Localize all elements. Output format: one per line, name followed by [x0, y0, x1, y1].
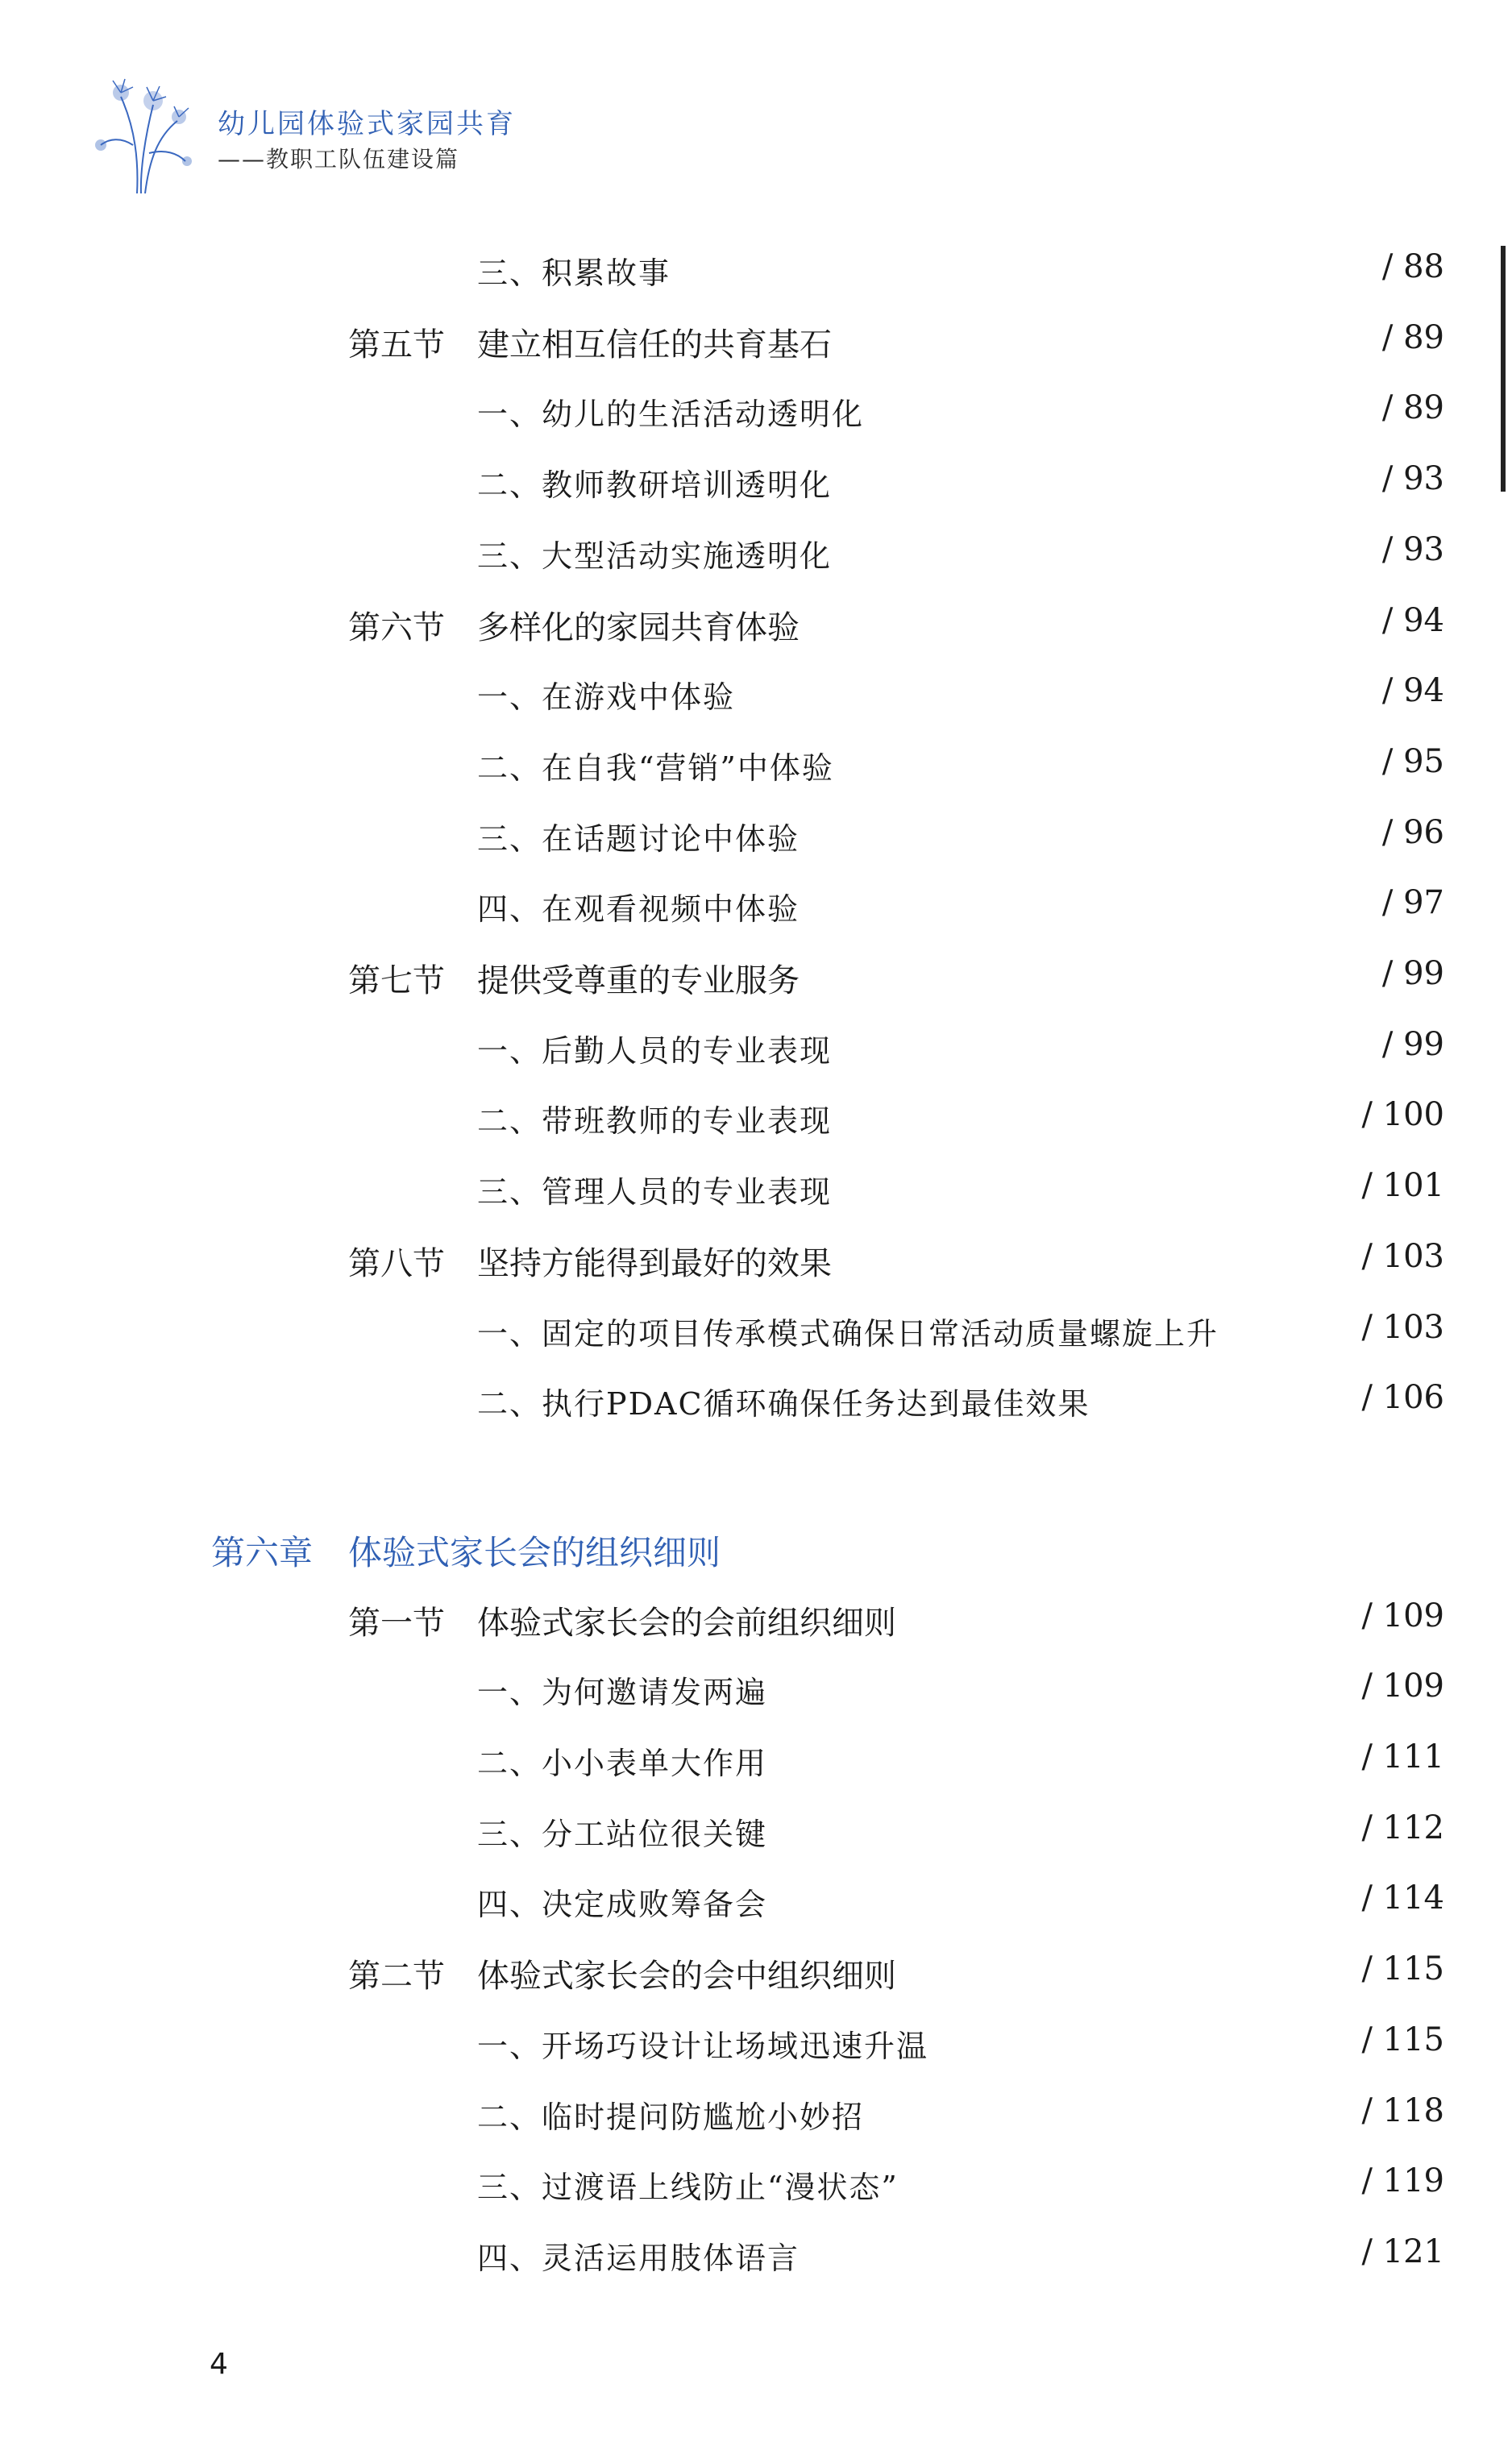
page-ref: / 88 — [1381, 248, 1444, 285]
section-label: 第六节 — [348, 608, 445, 646]
toc-item-row — [0, 2162, 1512, 2211]
toc-item-row — [0, 1879, 1512, 1928]
page-ref: / 103 — [1361, 1308, 1444, 1346]
toc-item-row — [0, 1379, 1512, 1427]
item-title: 二、执行PDAC循环确保任务达到最佳效果 — [477, 1386, 1090, 1423]
item-title: 三、在话题讨论中体验 — [477, 820, 800, 857]
toc-item-row — [0, 1809, 1512, 1858]
toc-item-row — [0, 248, 1512, 297]
section-label: 第八节 — [348, 1244, 445, 1282]
item-title: 三、大型活动实施透明化 — [477, 538, 833, 574]
toc-item-row — [0, 743, 1512, 791]
toc-item-row — [0, 2092, 1512, 2141]
toc-item-row — [0, 1668, 1512, 1716]
item-title: 一、幼儿的生活活动透明化 — [477, 397, 865, 433]
toc-item-row — [0, 531, 1512, 579]
item-title: 一、固定的项目传承模式确保日常活动质量螺旋上升 — [477, 1315, 1219, 1352]
page-header — [89, 48, 653, 201]
page-ref: / 99 — [1381, 955, 1444, 992]
page-ref: / 115 — [1361, 1950, 1444, 1988]
book-subtitle: ——教职工队伍建设篇 — [218, 146, 460, 172]
toc-item-row — [0, 672, 1512, 721]
item-title: 三、过渡语上线防止“漫状态” — [477, 2170, 899, 2206]
page-ref: / 99 — [1381, 1025, 1444, 1063]
toc-item-row — [0, 460, 1512, 509]
item-title: 一、后勤人员的专业表现 — [477, 1032, 833, 1069]
toc-section-row — [0, 319, 1512, 368]
page-ref: / 111 — [1361, 1738, 1444, 1776]
floral-logo-icon — [89, 48, 210, 201]
toc-item-row — [0, 1096, 1512, 1144]
toc-item-row — [0, 389, 1512, 438]
toc-section-row — [0, 955, 1512, 1003]
toc-chapter-row — [0, 1526, 1512, 1575]
page-ref: / 96 — [1381, 813, 1444, 851]
page-ref: / 114 — [1361, 1879, 1444, 1917]
section-title: 坚持方能得到最好的效果 — [477, 1244, 832, 1282]
page-ref: / 101 — [1361, 1167, 1444, 1205]
section-title: 体验式家长会的会前组织细则 — [477, 1604, 896, 1642]
item-title: 四、灵活运用肢体语言 — [477, 2240, 800, 2276]
page-number: 4 — [210, 2348, 228, 2381]
toc-item-row — [0, 2233, 1512, 2282]
item-title: 三、管理人员的专业表现 — [477, 1174, 833, 1211]
toc-section-row — [0, 1597, 1512, 1646]
item-title: 三、积累故事 — [477, 255, 671, 291]
item-title: 二、在自我“营销”中体验 — [477, 750, 834, 786]
page-ref: / 94 — [1381, 672, 1444, 710]
page-ref: / 121 — [1361, 2232, 1444, 2270]
page-ref: / 89 — [1381, 318, 1444, 356]
page-ref: / 93 — [1381, 530, 1444, 568]
chapter-title: 体验式家长会的组织细则 — [348, 1532, 721, 1572]
section-label: 第五节 — [348, 326, 445, 363]
section-label: 第一节 — [348, 1604, 445, 1642]
item-title: 一、为何邀请发两遍 — [477, 1675, 768, 1711]
page-ref: / 94 — [1381, 601, 1444, 639]
item-title: 一、在游戏中体验 — [477, 679, 736, 716]
page-ref: / 109 — [1361, 1597, 1444, 1634]
page-ref: / 115 — [1361, 2021, 1444, 2058]
section-title: 提供受尊重的专业服务 — [477, 962, 800, 999]
item-title: 四、决定成败筹备会 — [477, 1887, 768, 1923]
toc-section-row — [0, 602, 1512, 650]
section-title: 建立相互信任的共育基石 — [477, 326, 832, 363]
page-ref: / 103 — [1361, 1237, 1444, 1275]
item-title: 二、教师教研培训透明化 — [477, 467, 833, 504]
item-title: 四、在观看视频中体验 — [477, 891, 800, 928]
page-ref: / 118 — [1361, 2091, 1444, 2129]
page-ref: / 119 — [1361, 2162, 1444, 2200]
page-ref: / 95 — [1381, 742, 1444, 780]
item-title: 二、小小表单大作用 — [477, 1746, 768, 1781]
toc-item-row — [0, 1167, 1512, 1215]
toc-item-row — [0, 1026, 1512, 1074]
book-title: 幼儿园体验式家园共育 — [218, 108, 516, 140]
toc-item-row — [0, 2021, 1512, 2070]
section-title: 体验式家长会的会中组织细则 — [477, 1958, 896, 1996]
item-title: 一、开场巧设计让场域迅速升温 — [477, 2028, 929, 2064]
page-ref: / 109 — [1361, 1668, 1444, 1705]
section-label: 第七节 — [348, 962, 445, 999]
item-title: 二、临时提问防尴尬小妙招 — [477, 2099, 865, 2135]
page-ref: / 89 — [1381, 389, 1444, 427]
toc-section-row — [0, 1238, 1512, 1286]
toc-section-row — [0, 1950, 1512, 1999]
item-title: 二、带班教师的专业表现 — [477, 1103, 833, 1140]
toc-item-row — [0, 1738, 1512, 1787]
page-ref: / 93 — [1381, 460, 1444, 498]
toc-item-row — [0, 1309, 1512, 1357]
page-ref: / 97 — [1381, 884, 1444, 922]
chapter-label: 第六章 — [211, 1532, 314, 1572]
page-ref: / 100 — [1361, 1096, 1444, 1134]
section-title: 多样化的家园共育体验 — [477, 608, 800, 646]
page-ref: / 112 — [1361, 1809, 1444, 1846]
section-label: 第二节 — [348, 1958, 445, 1996]
item-title: 三、分工站位很关键 — [477, 1816, 768, 1852]
toc-item-row — [0, 814, 1512, 862]
page-ref: / 106 — [1361, 1379, 1444, 1417]
toc-item-row — [0, 884, 1512, 932]
